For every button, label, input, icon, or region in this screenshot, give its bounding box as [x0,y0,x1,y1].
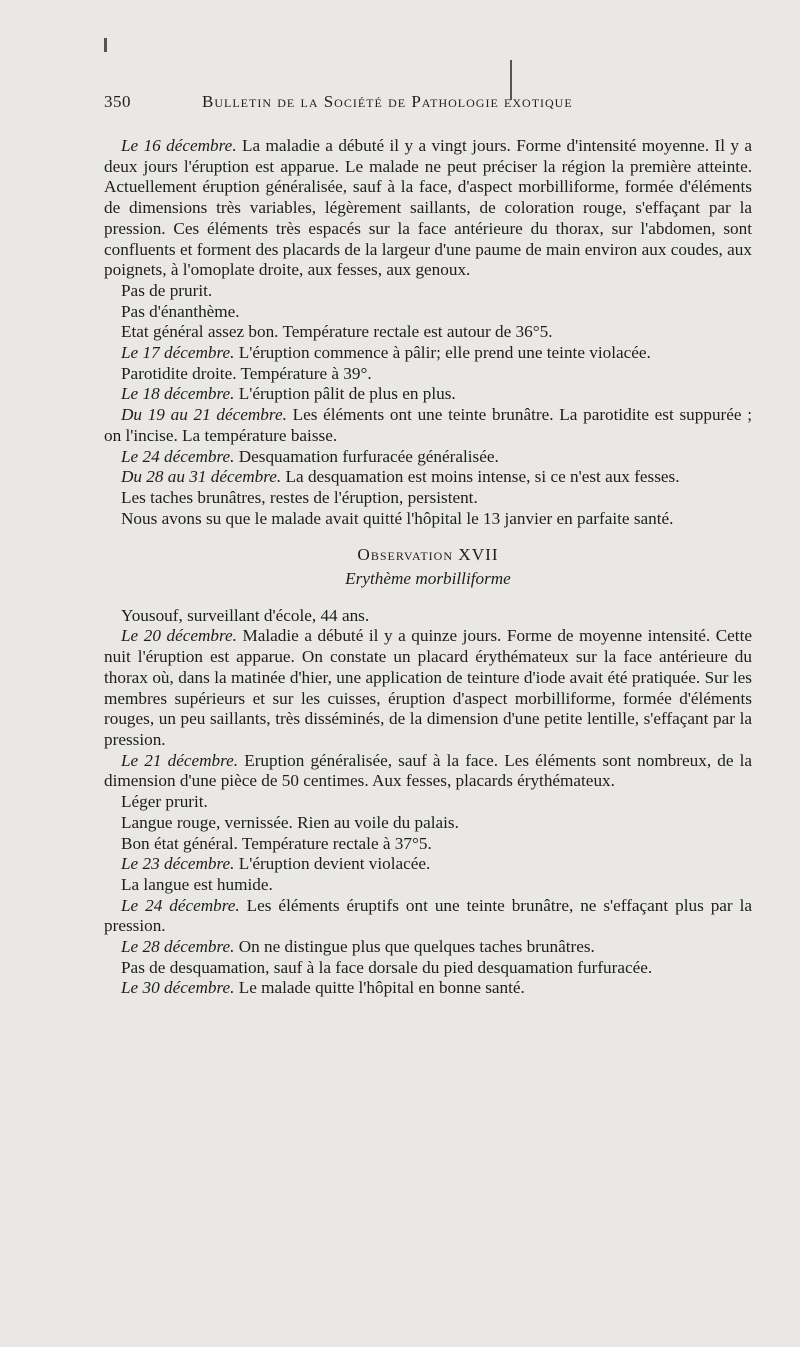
paragraph: Pas de prurit. [121,280,213,300]
paragraph [104,136,752,281]
paragraph [104,854,752,875]
paragraph: Les taches brunâtres, restes de l'éruption, persistent. [121,487,478,507]
paragraph-text: L'éruption pâlit de plus en plus. [234,384,456,404]
paragraph-text: La desquamation est moins intense, si ce n'est aux fesses. [281,467,680,487]
paragraph [104,896,752,937]
date-label: Le 21 décembre. [121,750,239,770]
date-label: Le 24 décembre. [121,446,235,466]
paragraph [104,447,752,468]
date-label: Le 23 décembre. [121,854,235,874]
paragraph: Pas d'énanthème. [121,301,240,321]
date-label: Le 30 décembre. [121,978,235,998]
paragraph [104,751,752,792]
paragraph [104,384,752,405]
page-header [104,92,754,116]
paragraph: Pas de desquamation, sauf à la face dorsale du pied desquamation furfuracée. [121,957,653,977]
paragraph-text: L'éruption commence à pâlir; elle prend une teinte violacée. [234,343,651,363]
date-label: Le 24 décembre. [121,895,240,915]
paragraph-text: L'éruption devient violacée. [234,854,431,874]
observation-title: Observation XVII [357,545,499,565]
paragraph-text: Le malade quitte l'hôpital en bonne santé. [234,978,525,998]
paragraph: Nous avons su que le malade avait quitté l'hôpital le 13 janvier en parfaite santé. [121,508,674,528]
paragraph-text: La maladie a débuté il y a vingt jours. Forme d'intensité moyenne. Il y a deux jours l'éruption est apparue. Le malade ne peut préciser la région la première atteinte. Actuellement éruption généralisée, sauf à la face, d'aspect morbilliforme, formée d'éléments de dimensions très variables, légèrement saillants, de coloration rouge, s'effaçant par la pression. Ces éléments très espacés sur la face antérieure du thorax, sur l'abdomen, sont confluents et forment des placards de la largeur d'une paume de main environ aux coudes, aux poignets, à l'omoplate droite, aux fesses, aux genoux. [104,136,752,280]
paragraph: Langue rouge, vernissée. Rien au voile du palais. [121,812,459,832]
body-text [104,136,752,999]
paragraph-text: Desquamation furfuracée généralisée. [234,446,499,466]
paragraph [104,343,752,364]
paragraph: Léger prurit. [121,792,208,812]
date-label: Du 28 au 31 décembre. [121,467,282,487]
paragraph [104,937,752,958]
page-number: 350 [104,92,131,111]
paragraph: La langue est humide. [121,874,273,894]
scan-mark [104,38,107,52]
date-label: Du 19 au 21 décembre. [121,405,287,425]
date-label: Le 28 décembre. [121,937,235,957]
paragraph-text: Les éléments éruptifs ont une teinte brunâtre, ne s'effaçant plus par la pression. [104,895,753,936]
paragraph [104,467,752,488]
paragraph-text: On ne distingue plus que quelques taches brunâtres. [234,937,595,957]
paragraph: Parotidite droite. Température à 39°. [121,363,372,383]
paragraph: Etat général assez bon. Température rectale est autour de 36°5. [121,322,553,342]
paragraph: Bon état général. Température rectale à 37°5. [121,833,432,853]
date-label: Le 17 décembre. [121,343,235,363]
observation-subtitle: Erythème morbilliforme [345,569,511,589]
paragraph [104,405,752,446]
date-label: Le 16 décembre. [121,136,237,155]
paragraph [104,626,752,750]
paragraph-text: Maladie a débuté il y a quinze jours. Forme de moyenne intensité. Cette nuit l'éruption est apparue. On constate un placard érythémateux sur la face antérieure du thorax où, dans la matinée d'hier, une application de teinture d'iode avait été pratiquée. Sur les membres supérieurs et sur les cuisses, éruption d'aspect morbilliforme, formée d'éléments rouges, un peu saillants, très disséminés, de la dimension d'une petite lentille, s'effaçant par la pression. [104,626,752,749]
running-title: Bulletin de la Société de Pathologie exotique [202,92,573,111]
date-label: Le 20 décembre. [121,626,237,646]
paragraph-text: Eruption généralisée, sauf à la face. Les éléments sont nombreux, de la dimension d'une pièce de 50 centimes. Aux fesses, placards érythémateux. [104,750,752,791]
date-label: Le 18 décembre. [121,384,235,404]
paragraph: Yousouf, surveillant d'école, 44 ans. [121,605,370,625]
paragraph-text: Les éléments ont une teinte brunâtre. La parotidite est suppurée ; on l'incise. La température baisse. [104,405,752,445]
paragraph [104,978,752,999]
